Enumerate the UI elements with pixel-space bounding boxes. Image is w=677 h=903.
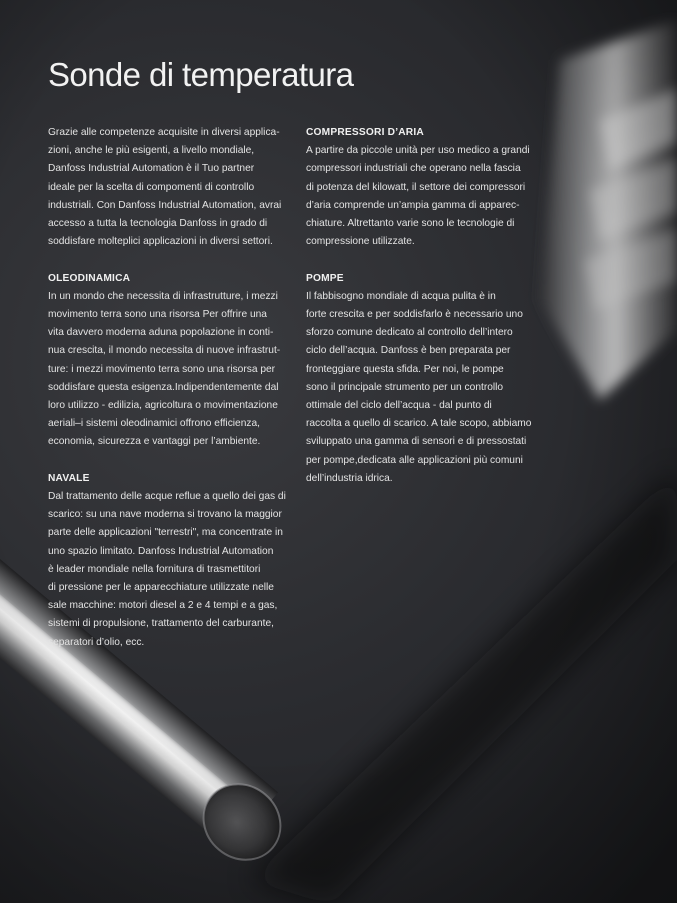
- section-body-navale: Dal trattamento delle acque reflue a quello dei gas di scarico: su una nave moderna si trovano la maggior parte delle applicazioni "terrestri", ma concentrate in uno spazio limitato. Danfoss Industrial Automation è leader mondiale nella fornitura di trasmettitori di pressione per le apparecchiature utilizzate nelle sale macchine: motori diesel a 2 e 4 tempi e a gas, sistemi di propulsione, trattamento del carburante, separatori d’olio, ecc.: [48, 491, 286, 648]
- section-heading-compressori: COMPRESSORI D’ARIA: [306, 127, 424, 138]
- section-heading-navale: NAVALE: [48, 472, 90, 484]
- section-heading-pompe: POMPE: [306, 272, 344, 284]
- section-body-oleodinamica: In un mondo che necessita di infrastrutture, i mezzi movimento terra sono una risorsa Per offrire una vita davvero moderna aduna popolazione in conti- nua crescita, il mondo necessita di nuove infrastrut- ture: i mezzi movimento terra sono una risorsa per soddisfare questa esigenza.Indipendentemente dal loro utilizzo - edilizia, agricoltura o movimentazione aeriali–i sistemi oleodinamici offrono efficienza, economia, sicurezza e vantaggi per l’ambiente.: [48, 290, 281, 448]
- intro-paragraph: Grazie alle competenze acquisite in diversi applica- zioni, anche le più esigenti, a livello mondiale, Danfoss Industrial Automation è il Tuo partner ideale per la scelta di compomenti di controllo industriali. Con Danfoss Industrial Automation, avrai accesso a tutta la tecnologia Danfoss in grado di soddisfare molteplici applicazioni in diversi settori.: [48, 127, 282, 248]
- section-body-compressori: A partire da piccole unità per uso medico a grandi compressori industriali che operano nella fascia di potenza del kilowatt, il settore dei compressori d’aria comprende un’ampia gamma di apparec- chiature. Altrettanto varie sono le tecnologie di compressione utilizzate.: [306, 145, 530, 248]
- left-column: [48, 124, 288, 670]
- right-column: [306, 124, 546, 506]
- section-heading-oleodinamica: OLEODINAMICA: [48, 272, 131, 284]
- page-title: Sonde di temperatura: [48, 56, 354, 93]
- section-body-pompe: Il fabbisogno mondiale di acqua pulita è in forte crescita e per soddisfarlo è necessario uno sforzo comune dedicato al controllo dell’intero ciclo dell’acqua. Danfoss è ben preparata per fronteggiare questa sfida. Per noi, le pompe sono il principale strumento per un controllo ottimale del ciclo dell’acqua - dal punto di raccolta a quello di scarico. A tale scopo, abbiamo sviluppato una gamma di sensori e di pressostati per pompe,dedicata alle applicazioni più comuni dell’industria idrica.: [306, 290, 532, 484]
